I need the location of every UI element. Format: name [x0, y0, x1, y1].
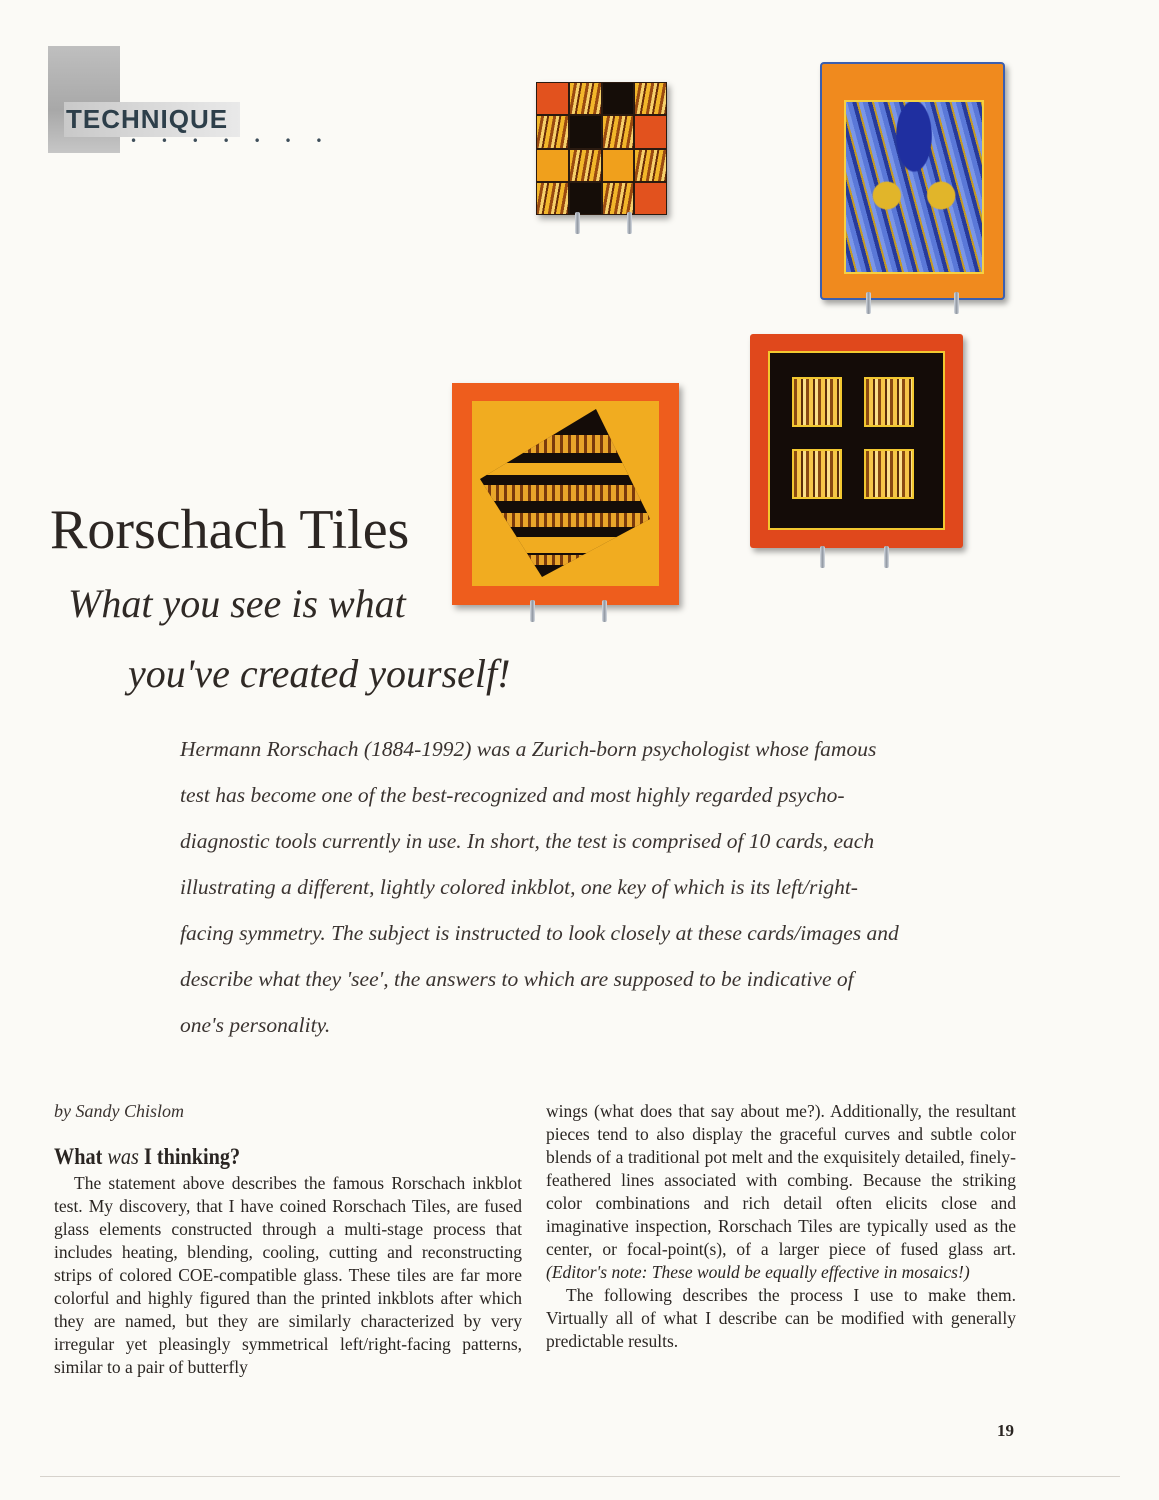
right-column	[546, 1100, 1016, 1353]
tile-stand	[954, 292, 959, 314]
photo-striped-diamond-tile	[452, 383, 679, 605]
tile-stand	[530, 600, 535, 622]
body-text: wings (what does that say about me?). Additionally, the resultant pieces tend to also display the graceful curves and subtle color blends of a traditional pot melt and the exquisitely detailed, finely-feathered lines associated with combing. Because the striking color combinations and rich detail often elicits close and imaginative inspection, Rorschach Tiles are typically used as the center, or focal-point(s), of a larger piece of fused glass art.	[546, 1101, 1016, 1259]
left-column	[54, 1172, 522, 1379]
editor-note: (Editor's note: These would be equally effective in mosaics!)	[546, 1262, 970, 1282]
heading-text-end: I thinking?	[138, 1144, 241, 1169]
article-title: Rorschach Tiles	[50, 499, 410, 561]
article-subtitle-line-1: What you see is what	[68, 581, 406, 626]
tile-stand	[575, 212, 580, 234]
section-heading	[54, 1144, 240, 1170]
heading-text-start: What	[54, 1144, 108, 1169]
byline: by Sandy Chislom	[54, 1101, 184, 1121]
bottom-rule	[40, 1476, 1120, 1477]
page-number: 19	[997, 1421, 1014, 1440]
tile-stand	[866, 292, 871, 314]
body-paragraph: The statement above describes the famous Rorschach inkblot test. My discovery, that I have coined Rorschach Tiles, are fused glass elements constructed through a multi-stage process that includes heating, blending, cooling, cutting and reconstructing strips of colored COE-compatible glass. These tiles are far more colorful and highly figured than the printed inkblots after which they are named, but they are similarly characterized by very irregular yet pleasingly symmetrical left/right-facing patterns, similar to a pair of butterfly	[54, 1173, 522, 1377]
tile-stand	[602, 600, 607, 622]
intro-paragraph: Hermann Rorschach (1884-1992) was a Zurich-born psychologist whose famous test has become one of the best-recognized and most highly regarded psycho-diagnostic tools currently in use. In short, the test is comprised of 10 cards, each illustrating a different, lightly colored inkblot, one key of which is its left/right-facing symmetry. The subject is instructed to look closely at these cards/images and describe what they 'see', the answers to which are supposed to be indicative of one's personality.	[180, 737, 899, 1037]
photo-checkerboard-tile	[536, 82, 667, 215]
tile-stand	[627, 212, 632, 234]
article-subtitle-line-2: you've created yourself!	[128, 651, 511, 696]
tile-stand	[820, 546, 825, 568]
body-paragraph-continued	[546, 1100, 1016, 1284]
section-label: TECHNIQUE	[64, 102, 240, 137]
heading-emphasis: was	[107, 1144, 139, 1169]
tile-stand	[884, 546, 889, 568]
section-dots: • • • • • • •	[130, 134, 333, 148]
body-paragraph: The following describes the process I use to make them. Virtually all of what I describe can be modified with generally predictable results.	[546, 1285, 1016, 1351]
photo-blue-inkblot-tile	[820, 62, 1005, 300]
photo-four-square-tile	[750, 334, 963, 548]
